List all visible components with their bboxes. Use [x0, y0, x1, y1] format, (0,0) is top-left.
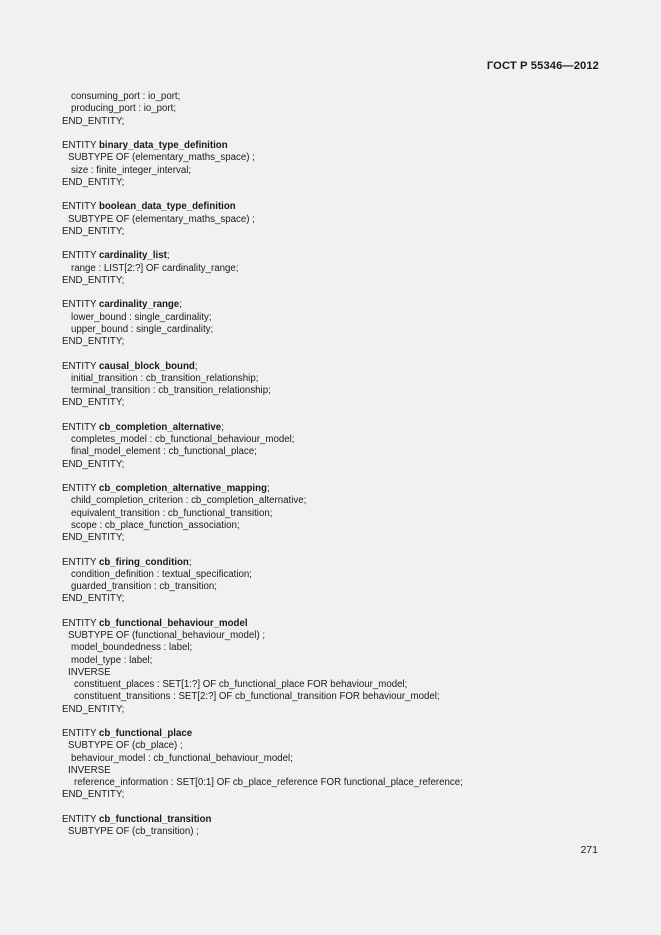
entity-name: cb_functional_behaviour_model — [98, 617, 248, 629]
entity-block — [62, 201, 622, 238]
code-line: initial_transition : cb_transition_relationship; — [71, 372, 259, 384]
code-line: END_ENTITY; — [62, 336, 125, 347]
entity-name: binary_data_type_definition — [98, 140, 228, 151]
code-line: behaviour_model : cb_functional_behaviour_model; — [71, 752, 293, 764]
code-line: END_ENTITY; — [62, 593, 125, 605]
code-line: size : finite_integer_interval; — [71, 164, 192, 176]
entity-block — [62, 814, 622, 839]
entity-block — [62, 557, 622, 606]
code-line: scope : cb_place_function_association; — [71, 519, 240, 531]
code-line: END_ENTITY; — [62, 176, 125, 188]
code-line: END_ENTITY; — [62, 274, 125, 286]
entity-keyword: ENTITY — [62, 140, 99, 151]
entity-block — [62, 483, 622, 544]
code-line: END_ENTITY; — [62, 225, 125, 237]
entity-terminator: ; — [221, 421, 224, 433]
code-line: lower_bound : single_cardinality; — [71, 311, 212, 323]
entity-declaration-line — [62, 483, 622, 495]
entity-terminator: ; — [194, 360, 198, 372]
entity-block — [62, 140, 622, 189]
entity-declaration-line — [62, 250, 622, 262]
entity-keyword: ENTITY — [62, 556, 99, 568]
entity-keyword: ENTITY — [62, 728, 99, 739]
entity-keyword: ENTITY — [62, 360, 99, 372]
code-line: END_ENTITY; — [62, 397, 125, 409]
entity-block — [62, 422, 622, 471]
code-line: consuming_port : io_port; — [71, 91, 181, 102]
blank-line — [62, 606, 622, 618]
code-line: condition_definition : textual_specification; — [71, 568, 252, 580]
entity-declaration-line — [62, 728, 622, 740]
entity-declaration-line — [62, 361, 622, 373]
blank-line — [62, 238, 622, 250]
code-line: END_ENTITY; — [62, 458, 125, 470]
page-number: 271 — [580, 844, 598, 856]
entity-terminator: ; — [266, 483, 270, 494]
code-line: END_ENTITY; — [62, 789, 125, 801]
blank-line — [62, 802, 622, 814]
entity-terminator: ; — [179, 299, 182, 311]
entity-name: cb_firing_condition — [98, 556, 189, 568]
code-line: completes_model : cb_functional_behaviour_model; — [71, 434, 295, 445]
entity-name: cb_functional_transition — [98, 813, 212, 825]
code-line: upper_bound : single_cardinality; — [71, 323, 214, 335]
code-line: INVERSE — [68, 666, 111, 678]
entity-keyword: ENTITY — [62, 813, 99, 825]
code-line: END_ENTITY; — [62, 115, 125, 127]
entity-keyword: ENTITY — [62, 201, 99, 213]
code-line: constituent_places : SET[1:?] OF cb_functional_place FOR behaviour_model; — [74, 679, 408, 690]
entity-block — [62, 91, 622, 128]
entity-block — [62, 250, 622, 287]
code-line: model_boundedness : label; — [71, 642, 193, 654]
code-line: reference_information : SET[0:1] OF cb_place_reference FOR functional_place_reference; — [74, 777, 463, 788]
blank-line — [62, 544, 622, 556]
blank-line — [62, 128, 622, 140]
code-line: equivalent_transition : cb_functional_transition; — [71, 507, 273, 519]
entity-terminator: ; — [188, 556, 192, 568]
blank-line — [62, 471, 622, 483]
code-line: child_completion_criterion : cb_completion_alternative; — [71, 495, 307, 507]
code-line: SUBTYPE OF (elementary_maths_space) ; — [68, 213, 255, 225]
entity-declaration-line — [62, 422, 622, 434]
entity-name: cardinality_list — [98, 250, 167, 262]
code-line: final_model_element : cb_functional_place; — [71, 446, 257, 458]
entity-declaration-line — [62, 618, 622, 630]
entity-name: boolean_data_type_definition — [98, 201, 236, 213]
entity-name: cb_functional_place — [98, 728, 193, 739]
code-line: SUBTYPE OF (cb_transition) ; — [68, 826, 199, 837]
entity-declaration-line — [62, 557, 622, 569]
entity-block — [62, 618, 622, 716]
entity-declaration-line — [62, 299, 622, 311]
blank-line — [62, 348, 622, 360]
entity-block — [62, 361, 622, 410]
entity-name: cardinality_range — [98, 299, 180, 311]
blank-line — [62, 410, 622, 422]
code-line: model_type : label; — [71, 654, 153, 666]
entity-keyword: ENTITY — [62, 250, 99, 262]
entity-terminator: ; — [166, 250, 170, 262]
entity-keyword: ENTITY — [62, 617, 99, 629]
code-line: END_ENTITY; — [62, 703, 125, 715]
entity-name: cb_completion_alternative_mapping — [98, 483, 267, 494]
entity-block — [62, 299, 622, 348]
standard-header: ГОСТ Р 55346—2012 — [486, 60, 599, 72]
entity-keyword: ENTITY — [62, 483, 99, 494]
code-line: SUBTYPE OF (elementary_maths_space) ; — [68, 152, 255, 164]
code-line: SUBTYPE OF (cb_place) ; — [68, 740, 183, 752]
code-line: SUBTYPE OF (functional_behaviour_model) ; — [68, 630, 266, 641]
entity-keyword: ENTITY — [62, 299, 99, 311]
code-line: END_ENTITY; — [62, 532, 125, 543]
code-line: terminal_transition : cb_transition_relationship; — [71, 385, 271, 396]
code-line: producing_port : io_port; — [71, 103, 177, 115]
express-code-listing — [62, 91, 622, 838]
blank-line — [62, 189, 622, 201]
code-line: range : LIST[2:?] OF cardinality_range; — [71, 262, 239, 274]
entity-declaration-line — [62, 814, 622, 826]
blank-line — [62, 716, 622, 728]
entity-declaration-line — [62, 201, 622, 213]
entity-keyword: ENTITY — [62, 421, 99, 433]
entity-name: cb_completion_alternative — [98, 421, 222, 433]
blank-line — [62, 287, 622, 299]
code-line: constituent_transitions : SET[2:?] OF cb_functional_transition FOR behaviour_model; — [74, 691, 440, 703]
entity-declaration-line — [62, 140, 622, 152]
entity-name: causal_block_bound — [98, 360, 195, 372]
code-line: INVERSE — [68, 764, 111, 776]
code-line: guarded_transition : cb_transition; — [71, 581, 217, 592]
entity-block — [62, 728, 622, 802]
